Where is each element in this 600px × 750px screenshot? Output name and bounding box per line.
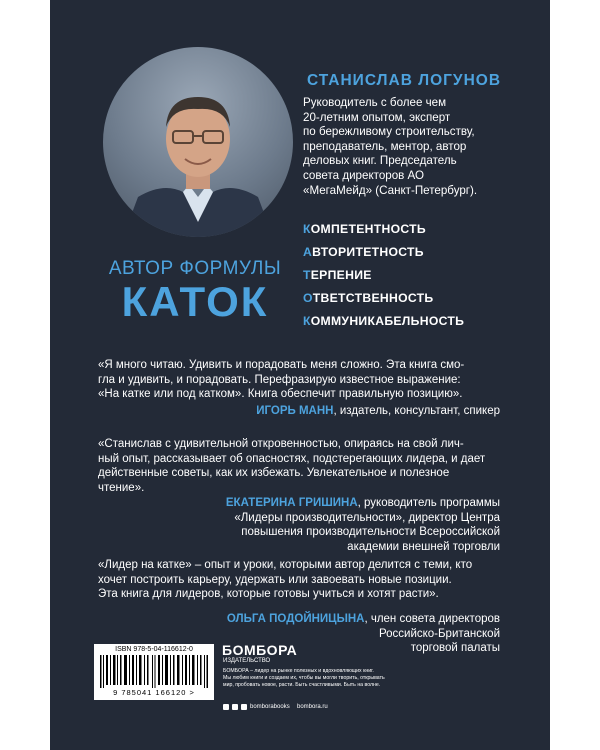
author-photo — [103, 47, 293, 237]
quote-line: чтение». — [98, 481, 145, 494]
quote-author: ИГОРЬ МАНН — [256, 405, 334, 417]
quote-line: Эта книга для лидеров, которые готовы учиться и хотят расти». — [98, 588, 439, 601]
quote-line: «Лидер на катке» – опыт и уроки, которыми автор делится с теми, кто — [98, 559, 473, 571]
publisher-website[interactable]: bombora.ru — [297, 704, 328, 710]
social-network-icon — [232, 704, 238, 710]
quote-line: «На катке или под катком». Книга обеспечит правильную позицию». — [98, 388, 463, 401]
isbn-number: ISBN 978-5-04-116612-0 — [115, 646, 193, 653]
acronym-item: КОМПЕТЕНТНОСТЬ — [303, 222, 426, 236]
social-handle: bomborabooks — [250, 704, 290, 710]
author-bio — [303, 96, 543, 198]
quote-author: ЕКАТЕРИНА ГРИШИНА — [225, 497, 358, 509]
publisher-logo-subtitle: ИЗДАТЕЛЬСТВО — [223, 658, 271, 664]
social-network-icon — [241, 704, 247, 710]
bio-line: Руководитель с более чем — [303, 96, 447, 109]
acronym-item: АВТОРИТЕТНОСТЬ — [303, 245, 424, 259]
quote-line: действенные советы, как их избежать. Увлекательное и полезное — [98, 467, 450, 480]
quote-line: гла и удивить, и порадовать. Перефразирую известное выражение: — [98, 373, 461, 386]
quote-block — [98, 437, 498, 495]
bio-line: по бережливому строительству, — [303, 125, 475, 139]
bio-line: преподаватель, ментор, автор — [303, 139, 467, 153]
formula-word: КАТОК — [121, 278, 269, 325]
quote-line: ный опыт, рассказывает об опасностях, подстерегающих лидера, и дает — [98, 452, 486, 465]
acronym-item: ОТВЕТСТВЕННОСТЬ — [303, 291, 434, 305]
quote-author: ОЛЬГА ПОДОЙНИЦЫНА — [226, 613, 365, 625]
quote-attribution: ИГОРЬ МАНН, издатель, консультант, спикер — [256, 405, 500, 417]
publisher-social[interactable] — [223, 704, 290, 710]
bio-line: «МегаМейд» (Санкт-Петербург). — [303, 183, 478, 197]
social-network-icon — [223, 704, 229, 710]
formula-label: АВТОР ФОРМУЛЫ — [108, 258, 282, 279]
bio-line: 20-летним опытом, эксперт — [303, 110, 451, 124]
quote-attribution: ЕКАТЕРИНА ГРИШИНА, руководитель программы «Лидеры производительности», директор Центра повышения производительности Всероссийской академии внешней торговли — [225, 497, 500, 553]
barcode-digits: 9 785041 166120 > — [113, 688, 195, 697]
quote-attribution: ОЛЬГА ПОДОЙНИЦЫНА, член совета директоров Российско-Британской торговой палаты — [226, 613, 500, 655]
book-back-cover — [50, 0, 550, 750]
acronym-item: КОММУНИКАБЕЛЬНОСТЬ — [303, 314, 465, 328]
quote-line: «Станислав с удивительной откровенностью, опираясь на свой лич- — [98, 438, 464, 450]
quote-line: «Я много читаю. Удивить и порадовать меня сложно. Эта книга смо- — [98, 359, 465, 371]
bio-line: деловых книг. Председатель — [303, 154, 457, 168]
isbn-barcode — [94, 644, 214, 700]
publisher-logo: БОМБОРА — [222, 642, 298, 658]
publisher-description: БОМБОРА – лидер на рынке полезных и вдохновляющих книг. Мы любим книги и создаем их, чтобы вы могли творить, открывать мир, пробовать новое, расти. Быть счастливыми. Быть на волне. — [223, 668, 385, 688]
quote-block — [98, 358, 498, 402]
author-name: СТАНИСЛАВ ЛОГУНОВ — [307, 72, 502, 89]
bio-line: совета директоров АО — [303, 168, 425, 182]
acronym-item: ТЕРПЕНИЕ — [303, 268, 372, 282]
barcode-bars-icon — [100, 655, 208, 688]
quote-line: хочет построить карьеру, удержать или завоевать новые позиции. — [98, 573, 452, 586]
katok-acronym-list — [303, 218, 464, 333]
quote-block — [98, 558, 498, 602]
